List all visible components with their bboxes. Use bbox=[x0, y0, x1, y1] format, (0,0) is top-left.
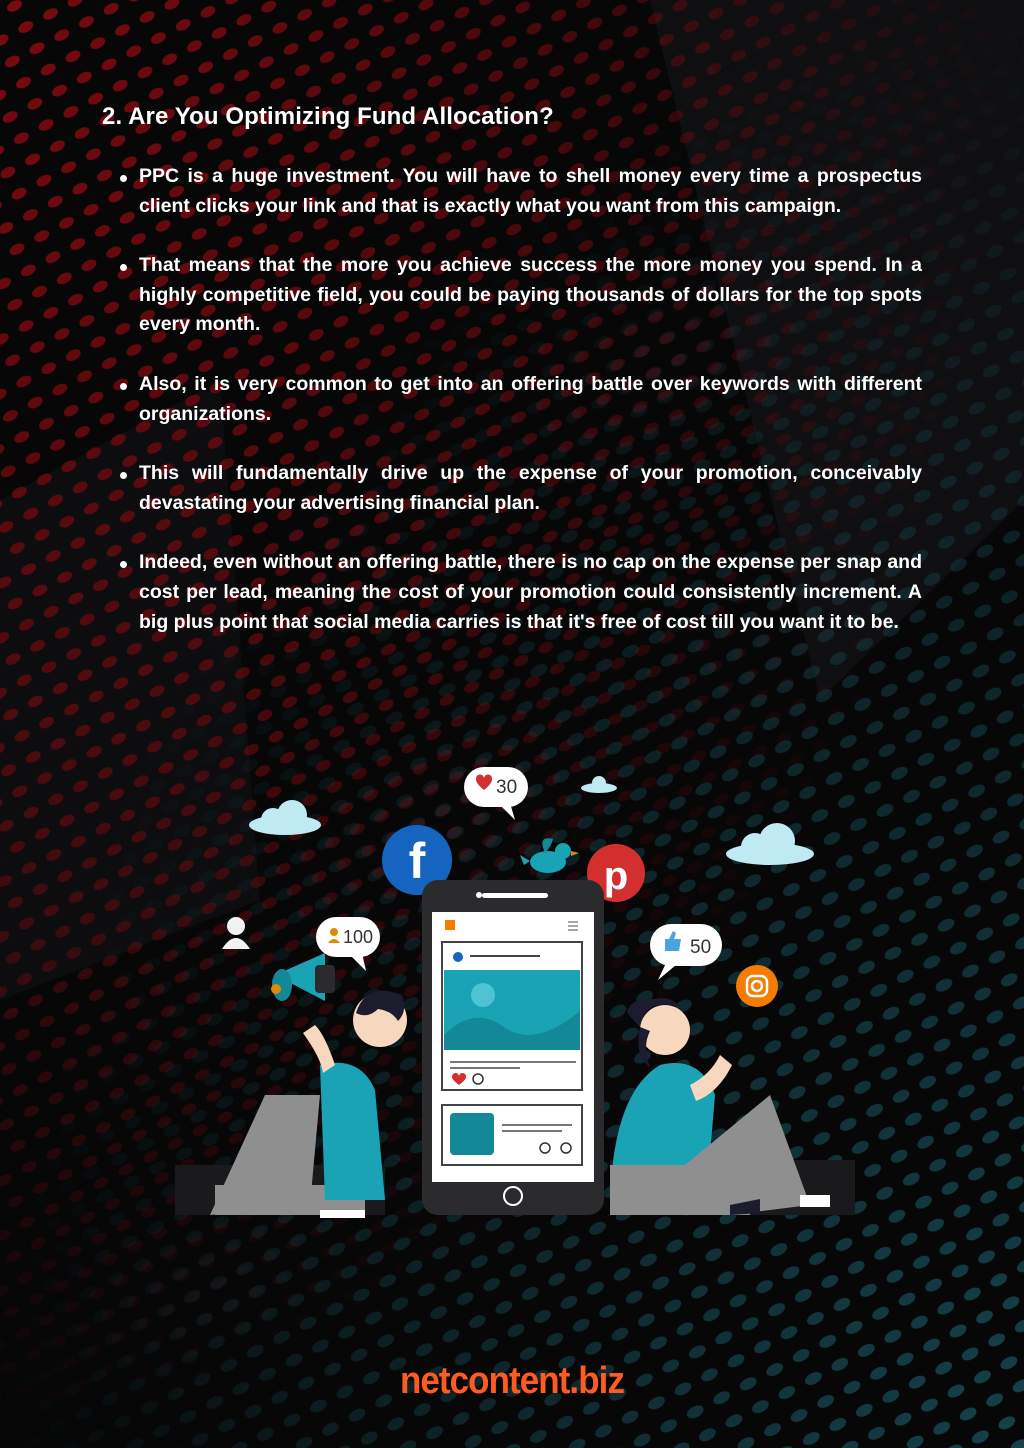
user-icon bbox=[222, 917, 250, 949]
man-with-megaphone bbox=[175, 953, 407, 1218]
user-icon bbox=[330, 928, 338, 936]
list-item bbox=[102, 548, 922, 637]
list-item bbox=[102, 251, 922, 340]
bullet-text: This will fundamentally drive up the expense of your promotion, conceivably devastating your advertising financial plan. bbox=[139, 462, 922, 514]
cloud-icon bbox=[726, 823, 814, 865]
cloud-icon bbox=[249, 800, 321, 835]
section-heading: 2. Are You Optimizing Fund Allocation? bbox=[102, 103, 554, 130]
svg-text:f: f bbox=[408, 833, 426, 889]
cloud-icon bbox=[581, 776, 617, 793]
thumbs-count: 50 bbox=[690, 937, 712, 958]
bullet-list bbox=[102, 162, 922, 637]
likes-bubble bbox=[464, 767, 528, 820]
woman-sitting bbox=[610, 998, 855, 1215]
list-item bbox=[102, 162, 922, 221]
bullet-dot bbox=[120, 175, 127, 182]
smartphone-illustration bbox=[422, 880, 604, 1215]
thumbs-up-bubble bbox=[650, 924, 722, 980]
article-section bbox=[102, 100, 922, 667]
bird-icon bbox=[520, 838, 579, 873]
list-item bbox=[102, 370, 922, 429]
bullet-dot bbox=[120, 561, 127, 568]
followers-count: 100 bbox=[343, 927, 374, 947]
bullet-text: Indeed, even without an offering battle, there is no cap on the expense per snap and cost per lead, meaning the cost of your promotion could consistently increment. A big plus point that social media carries is that it's free of cost till you want it to be. bbox=[139, 551, 922, 633]
social-media-illustration bbox=[170, 765, 860, 1225]
likes-count: 30 bbox=[496, 777, 518, 798]
svg-text:p: p bbox=[603, 854, 629, 898]
list-item bbox=[102, 459, 922, 518]
bullet-text: That means that the more you achieve success the more money you spend. In a highly competitive field, you could be paying thousands of dollars for the top spots every month. bbox=[139, 254, 922, 336]
followers-bubble bbox=[316, 917, 380, 971]
bullet-dot bbox=[120, 383, 127, 390]
footer-brand: netcontent.biz bbox=[399, 1360, 625, 1402]
instagram-icon bbox=[736, 965, 778, 1007]
bullet-text: Also, it is very common to get into an offering battle over keywords with different organizations. bbox=[139, 372, 922, 425]
bullet-dot bbox=[120, 264, 127, 271]
bullet-text: PPC is a huge investment. You will have to shell money every time a prospectus client clicks your link and that is exactly what you want from this campaign. bbox=[139, 165, 922, 217]
bullet-dot bbox=[120, 472, 127, 479]
